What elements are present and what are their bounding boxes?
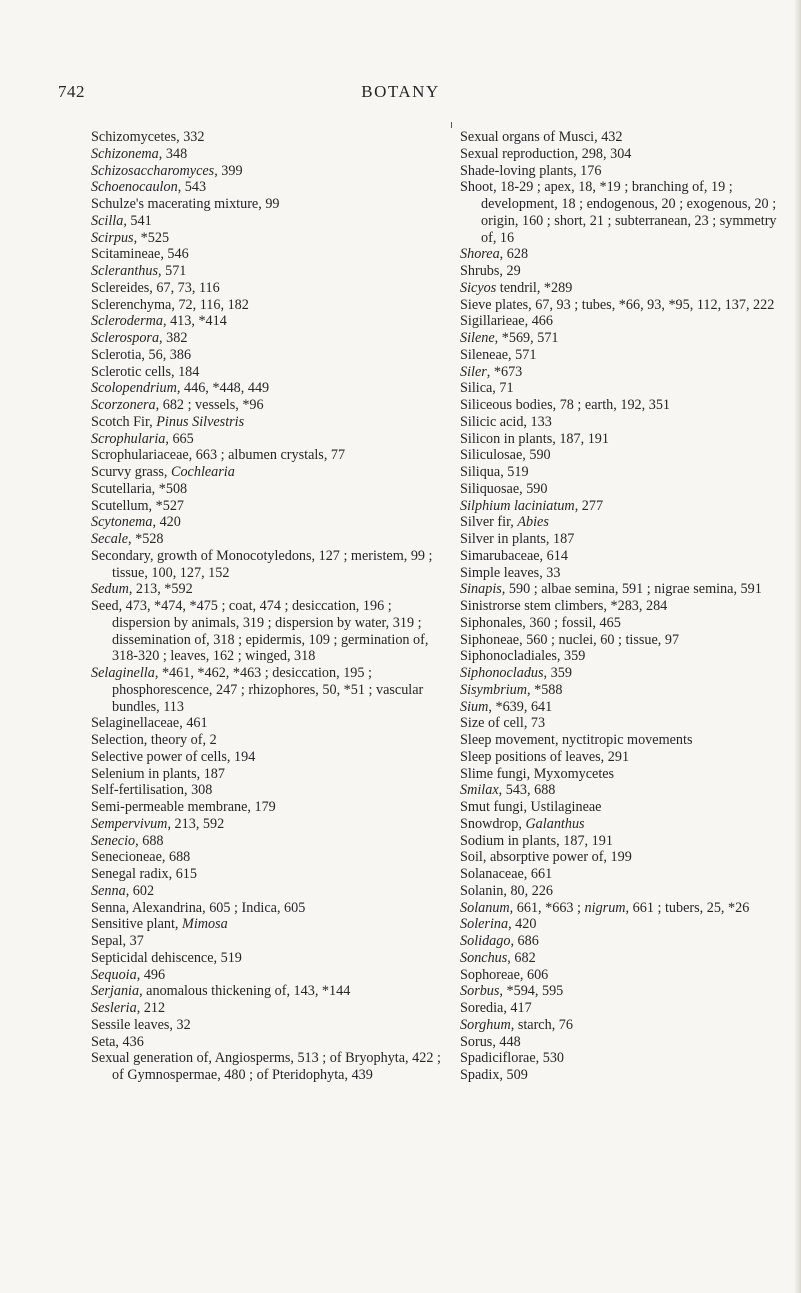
index-entry: Scytonema, 420 <box>91 514 181 531</box>
index-entry: Seta, 436 <box>91 1033 144 1050</box>
index-entry: Soredia, 417 <box>460 1000 532 1016</box>
index-entry: Scitamineae, 546 <box>91 246 189 263</box>
index-entry: Seed, 473, *474, *475 ; coat, 474 ; desiccation, 196 ; dispersion by animals, 319 ; dispersion by water, 319 ; dissemination of, 318 ; epidermis, 109 ; germination of, 318-320 ; leaves, 162 ; winged, 318 <box>91 598 429 665</box>
index-entry: Sinapis, 590 ; albae semina, 591 ; nigrae semina, 591 <box>460 581 762 598</box>
index-entry: Schizonema, 348 <box>91 145 188 162</box>
index-entry: Shade-loving plants, 176 <box>460 162 602 179</box>
index-entry: Silver fir, Abies <box>460 514 549 531</box>
index-entry: Siliceous bodies, 78 ; earth, 192, 351 <box>460 397 671 413</box>
index-entry: Sleep movement, nyctitropic movements <box>460 732 693 748</box>
index-entry: Siphonocladus, 359 <box>460 665 572 681</box>
index-entry: Selaginella, *461, *462, *463 ; desiccation, 195 ; phosphorescence, 247 ; rhizophores, 50, *51 ; vascular bundles, 113 <box>91 665 424 715</box>
column-divider <box>451 122 452 128</box>
index-entry: Schoenocaulon, 543 <box>91 179 207 196</box>
index-entry: Siphonales, 360 ; fossil, 465 <box>460 614 621 631</box>
index-entry: Sileneae, 571 <box>460 346 537 363</box>
index-entry: Sexual organs of Musci, 432 <box>460 129 623 145</box>
index-entry: Siphonocladiales, 359 <box>460 648 586 665</box>
index-entry: Sexual reproduction, 298, 304 <box>460 145 632 162</box>
index-entry: Septicidal dehiscence, 519 <box>91 949 242 966</box>
index-entry: Sempervivum, 213, 592 <box>91 815 225 832</box>
index-entry: Senegal radix, 615 <box>91 866 197 882</box>
index-entry: Shoot, 18-29 ; apex, 18, *19 ; branching of, 19 ; development, 18 ; endogenous, 20 ; exogenous, 20 ; origin, 160 ; short, 21 ; subterranean, 23 ; symmetry of, 16 <box>460 179 777 246</box>
index-entry: Sonchus, 682 <box>460 949 536 966</box>
index-entry: Solidago, 686 <box>460 933 539 949</box>
index-entry: Senecioneae, 688 <box>91 849 191 866</box>
index-entry: Silphium laciniatum, 277 <box>460 497 604 514</box>
page-header <box>0 82 801 106</box>
index-entry: Sexual generation of, Angiosperms, 513 ; of Bryophyta, 422 ; of Gymnospermae, 480 ; of Pteridophyta, 439 <box>91 1050 441 1083</box>
index-entry: Sigillarieae, 466 <box>460 313 553 330</box>
index-entry: Schizosaccharomyces, 399 <box>91 162 243 179</box>
index-entry: Scirpus, *525 <box>91 229 170 246</box>
index-entry: Sequoia, 496 <box>91 966 166 983</box>
index-entry: Siliculosae, 590 <box>460 447 551 464</box>
index-entry: Selection, theory of, 2 <box>91 732 217 748</box>
index-entry: Secale, *528 <box>91 531 164 547</box>
index-entry: Silicic acid, 133 <box>460 413 552 430</box>
index-entry: Sclerotic cells, 184 <box>91 363 200 380</box>
index-entry: Siler, *673 <box>460 363 523 380</box>
index-entry: Scutellaria, *508 <box>91 480 188 497</box>
index-entry: Sensitive plant, Mimosa <box>91 916 228 933</box>
index-entry: Sieve plates, 67, 93 ; tubes, *66, 93, *95, 112, 137, 222 <box>460 296 775 313</box>
index-entry: Siliqua, 519 <box>460 464 529 480</box>
index-entry: Schulze's macerating mixture, 99 <box>91 196 280 212</box>
index-entry: Selective power of cells, 194 <box>91 748 256 765</box>
index-entry: Soil, absorptive power of, 199 <box>460 849 632 866</box>
index-entry: Silicon in plants, 187, 191 <box>460 430 609 447</box>
index-entry: Sclereides, 67, 73, 116 <box>91 279 220 296</box>
index-entry: Solerina, 420 <box>460 916 537 933</box>
index-entry: Shorea, 628 <box>460 246 529 263</box>
index-entry: Selenium in plants, 187 <box>91 765 225 782</box>
index-entry: Scutellum, *527 <box>91 497 185 514</box>
index-entry: Sorghum, starch, 76 <box>460 1016 573 1033</box>
index-entry: Sinistrorse stem climbers, *283, 284 <box>460 598 668 614</box>
index-entry: Senna, Alexandrina, 605 ; Indica, 605 <box>91 899 306 916</box>
index-entry: Sophoreae, 606 <box>460 966 549 983</box>
index-entry: Scolopendrium, 446, *448, 449 <box>91 380 270 397</box>
index-entry: Sodium in plants, 187, 191 <box>460 832 613 849</box>
index-entry: Scleroderma, 413, *414 <box>91 313 227 330</box>
index-entry: Scurvy grass, Cochlearia <box>91 464 235 480</box>
index-entry: Sedum, 213, *592 <box>91 581 193 598</box>
index-entry: Smut fungi, Ustilagineae <box>460 799 602 815</box>
index-entry: Silica, 71 <box>460 380 514 397</box>
index-entry: Selaginellaceae, 461 <box>91 715 208 732</box>
index-entry: Scilla, 541 <box>91 212 152 229</box>
index-entry: Serjania, anomalous thickening of, 143, *144 <box>91 983 351 1000</box>
index-entry: Schizomycetes, 332 <box>91 129 205 145</box>
index-entry: Scrophularia, 665 <box>91 430 194 447</box>
index-column-right <box>460 129 783 1084</box>
page-number: 742 <box>58 82 85 101</box>
index-entry: Scleranthus, 571 <box>91 263 187 279</box>
index-entry: Siliquosae, 590 <box>460 480 548 497</box>
index-entry: Silver in plants, 187 <box>460 531 575 547</box>
index-entry: Sepal, 37 <box>91 933 144 949</box>
index-entry: Sleep positions of leaves, 291 <box>460 748 630 765</box>
index-entry: Senecio, 688 <box>91 832 164 849</box>
index-entry: Self-fertilisation, 308 <box>91 782 213 799</box>
index-entry: Scorzonera, 682 ; vessels, *96 <box>91 397 264 413</box>
index-column-left <box>91 129 441 1084</box>
index-entry: Scotch Fir, Pinus Silvestris <box>91 413 245 430</box>
index-entry: Solanum, 661, *663 ; nigrum, 661 ; tubers, 25, *26 <box>460 899 750 916</box>
index-entry: Snowdrop, Galanthus <box>460 815 585 832</box>
index-entry: Smilax, 543, 688 <box>460 782 556 799</box>
index-entry: Sclerenchyma, 72, 116, 182 <box>91 296 249 313</box>
index-entry: Scrophulariaceae, 663 ; albumen crystals, 77 <box>91 447 346 464</box>
index-entry: Sessile leaves, 32 <box>91 1016 191 1033</box>
index-entry: Simarubaceae, 614 <box>460 547 568 564</box>
index-entry: Slime fungi, Myxomycetes <box>460 765 615 782</box>
index-entry: Shrubs, 29 <box>460 263 521 279</box>
index-entry: Sium, *639, 641 <box>460 698 553 715</box>
index-entry: Sicyos tendril, *289 <box>460 279 573 296</box>
running-title: BOTANY <box>361 82 440 101</box>
index-entry: Spadiciflorae, 530 <box>460 1050 565 1067</box>
index-entry: Simple leaves, 33 <box>460 564 561 581</box>
index-entry: Sisymbrium, *588 <box>460 681 563 698</box>
index-entry: Siphoneae, 560 ; nuclei, 60 ; tissue, 97 <box>460 631 680 648</box>
index-entry: Semi-permeable membrane, 179 <box>91 799 276 815</box>
index-entry: Sorbus, *594, 595 <box>460 983 564 1000</box>
index-entry: Secondary, growth of Monocotyledons, 127 ; meristem, 99 ; tissue, 100, 127, 152 <box>91 547 433 581</box>
index-entry: Spadix, 509 <box>460 1067 528 1083</box>
index-entry: Silene, *569, 571 <box>460 330 559 346</box>
index-entry: Solanaceae, 661 <box>460 866 553 882</box>
index-entry: Size of cell, 73 <box>460 715 546 732</box>
page-edge <box>794 0 801 1293</box>
index-entry: Sclerotia, 56, 386 <box>91 346 192 363</box>
index-entry: Solanin, 80, 226 <box>460 882 554 899</box>
index-entry: Sesleria, 212 <box>91 1000 166 1016</box>
index-entry: Sclerospora, 382 <box>91 330 188 346</box>
index-entry: Sorus, 448 <box>460 1033 521 1050</box>
index-entry: Senna, 602 <box>91 882 155 899</box>
